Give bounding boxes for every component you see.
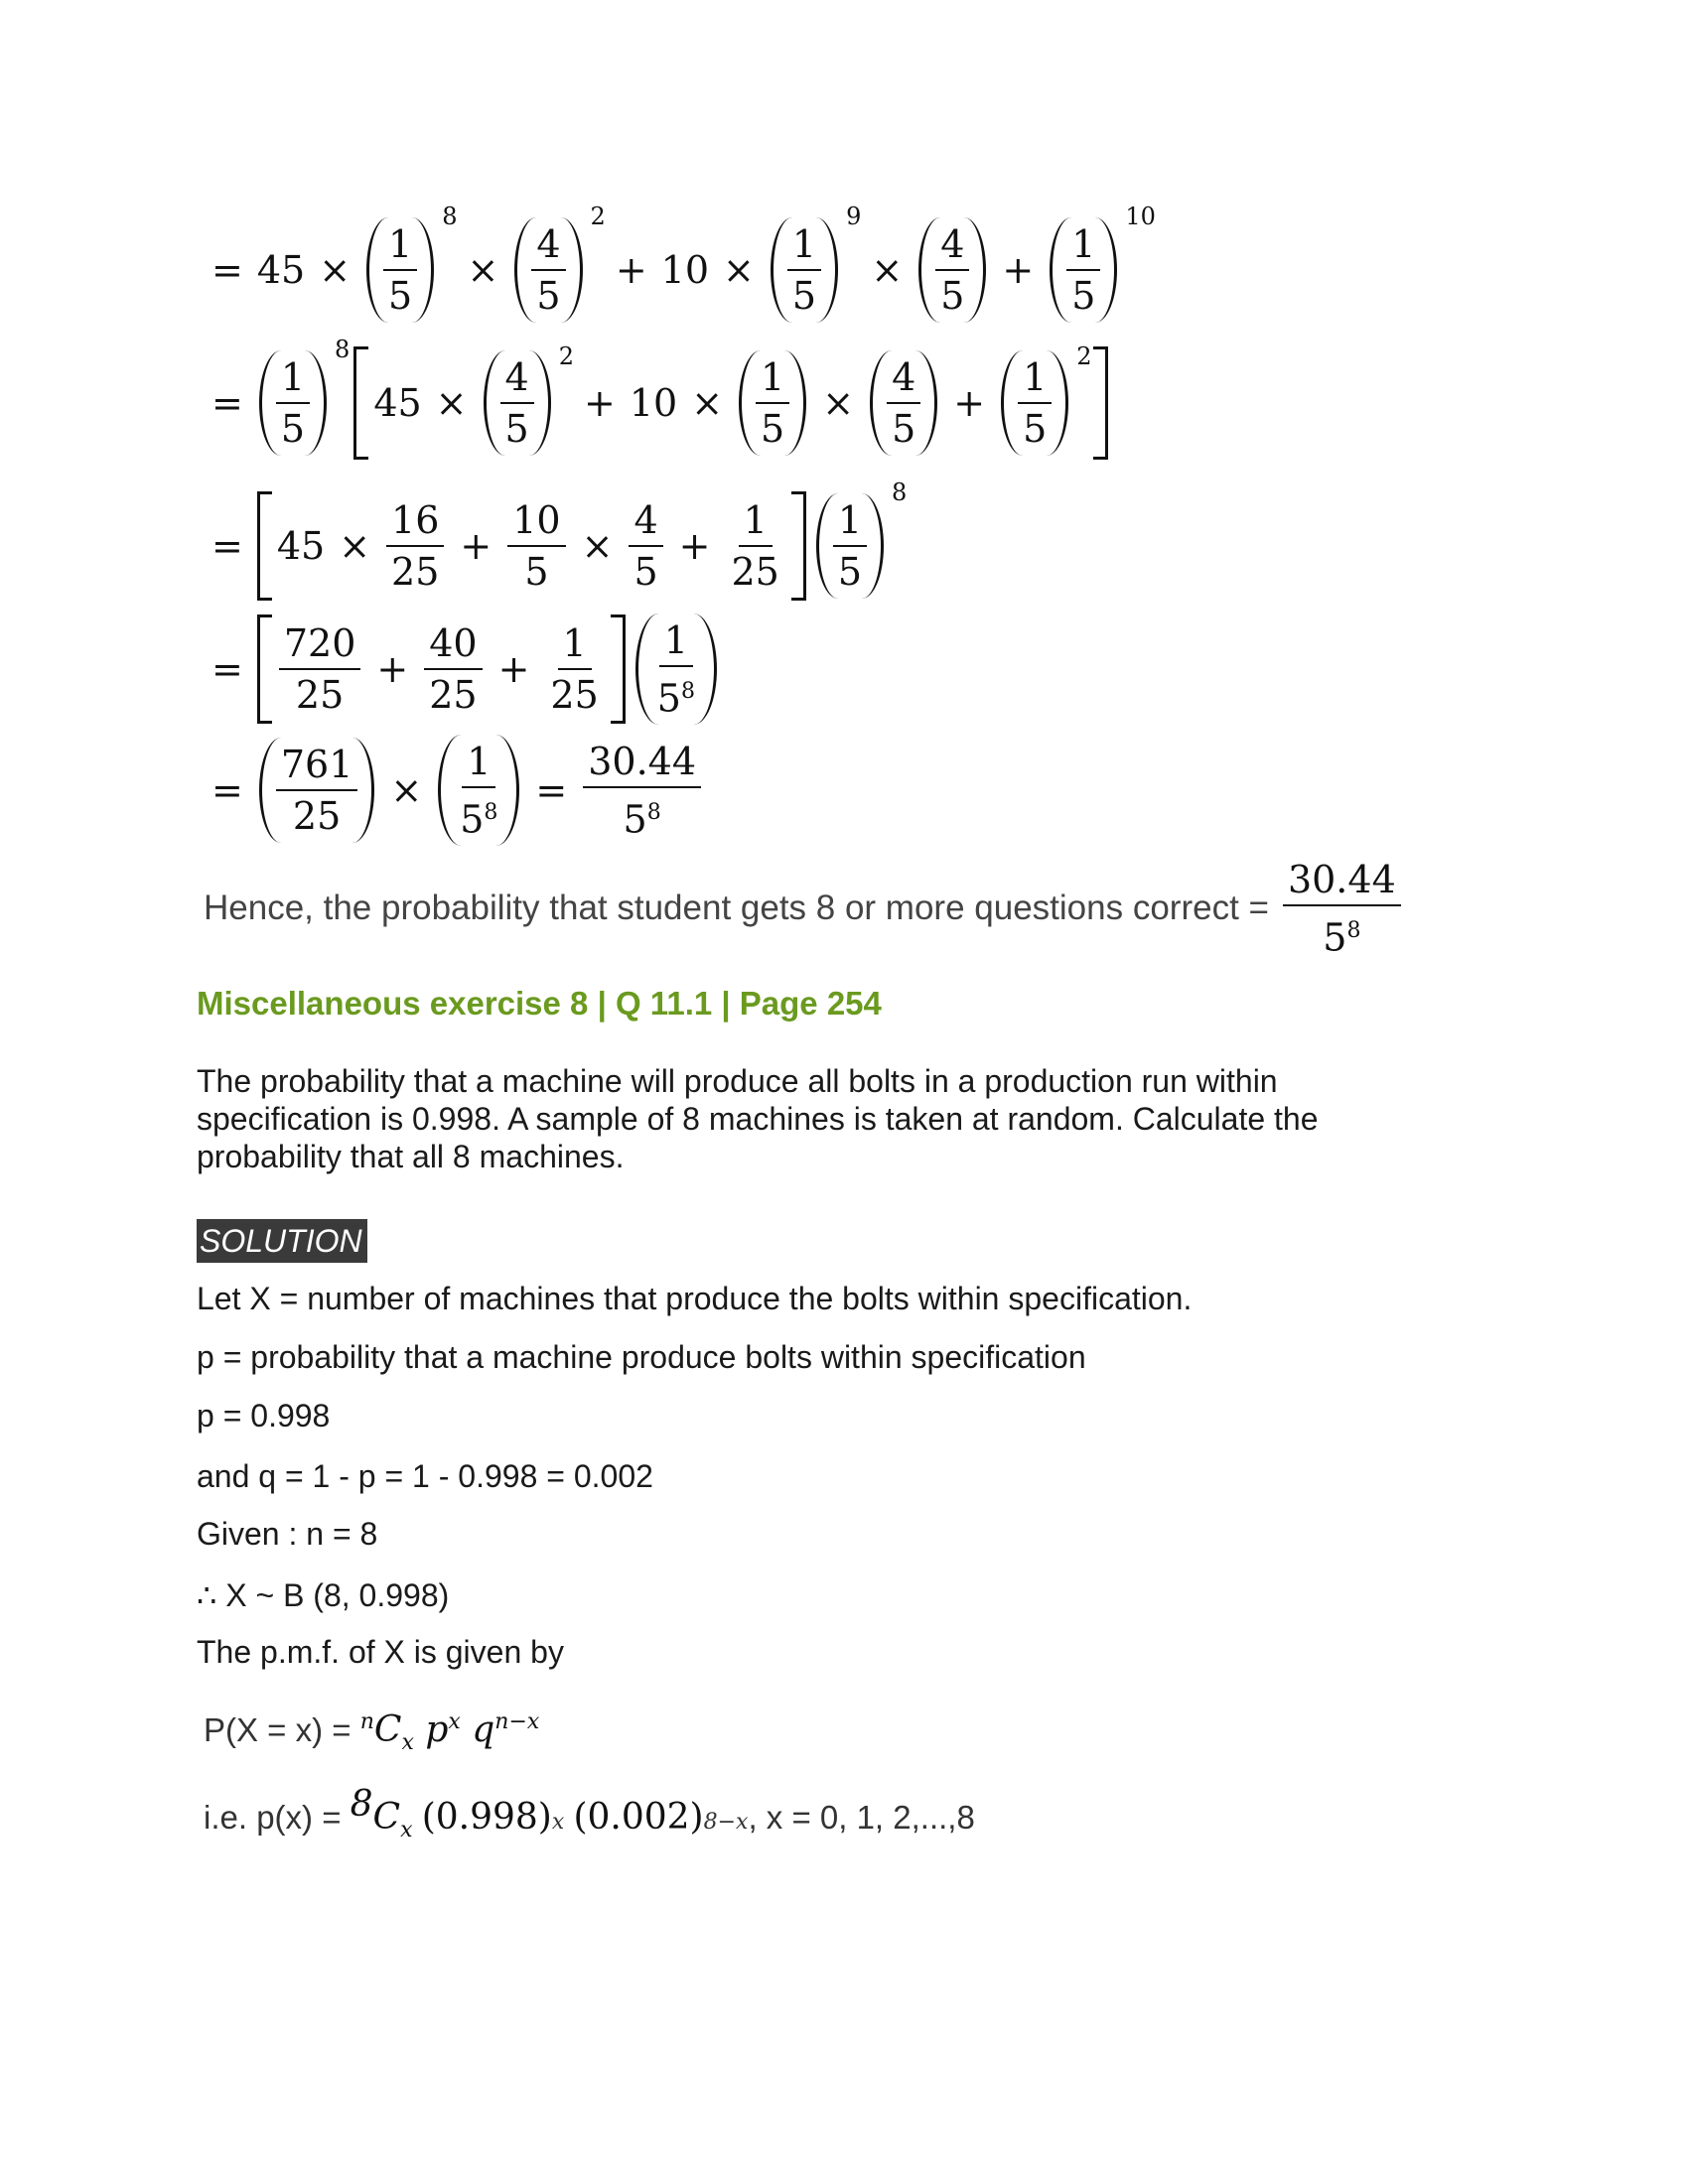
equals-sign: = (211, 248, 243, 292)
plus-sign: + (376, 647, 409, 691)
times-sign: × (435, 381, 468, 425)
result-fraction: $\frac{30.44}{5^8}$ (583, 737, 701, 845)
plus-sign: + (460, 524, 492, 568)
equals-sign: = (211, 381, 243, 425)
times-sign: × (691, 381, 724, 425)
solution-line: and q = 1 - p = 1 - 0.998 = 0.002 (197, 1458, 653, 1494)
times-sign: × (871, 248, 904, 292)
paren-group (816, 493, 884, 599)
plus-sign: + (615, 248, 647, 292)
fraction: $\frac{761}{25}$ (276, 740, 358, 841)
derivation-line-2 (202, 336, 1112, 463)
fraction: $\frac{1}{5}$ (1066, 219, 1100, 321)
times-sign: × (339, 524, 371, 568)
solution-line: Given : n = 8 (197, 1516, 378, 1552)
fraction: $\frac{1}{5}$ (756, 352, 789, 454)
solution-line: Let X = number of machines that produce the bolts within specification. (197, 1281, 1193, 1316)
derivation-line-3 (202, 478, 908, 606)
fraction: $\frac{1}{5}$ (833, 495, 867, 597)
equals-sign: = (211, 524, 243, 568)
derivation-line-5 (202, 731, 707, 850)
times-sign: × (390, 768, 423, 812)
square-bracket-group (257, 618, 626, 720)
paren-group (514, 217, 582, 323)
fraction: $\frac{1}{5}$ (1018, 352, 1052, 454)
paren-group (918, 217, 986, 323)
exponent: 8 (892, 478, 908, 506)
solution-line: p = probability that a machine produce bolts within specification (197, 1339, 1086, 1375)
question-text: The probability that a machine will produce all bolts in a production run within specification is 0.998. A sample of 8 machines is taken at random. Calculate the probability that all 8 machines. (197, 1063, 1319, 1174)
plus-sign: + (1002, 248, 1035, 292)
exponent: 2 (1076, 342, 1092, 370)
conclusion-fraction: $\frac{30.44}{5^8}$ (1283, 855, 1401, 963)
exponent: 10 (1125, 203, 1156, 230)
exponent: 2 (558, 342, 574, 370)
fraction: $\frac{10}{5}$ (507, 495, 565, 597)
square-bracket-group (257, 495, 806, 597)
paren-group (259, 738, 375, 843)
exponent: 2 (590, 203, 606, 230)
fraction: $\frac{4}{5}$ (935, 219, 969, 321)
times-sign: × (581, 524, 614, 568)
fraction: $\frac{720}{25}$ (279, 618, 361, 720)
times-sign: × (822, 381, 855, 425)
equals-sign: = (211, 647, 243, 691)
derivation-line-4 (202, 610, 723, 729)
exponent: 8 (335, 336, 351, 363)
fraction: $\frac{1}{5}$ (276, 352, 310, 454)
exponent: 8 (442, 203, 458, 230)
times-sign: × (319, 248, 352, 292)
fraction: $\frac{1}{25}$ (726, 495, 783, 597)
coefficient: 45 (373, 381, 422, 425)
fraction: $\frac{4}{5}$ (887, 352, 920, 454)
solution-line: The p.m.f. of X is given by (197, 1634, 564, 1670)
times-sign: × (467, 248, 499, 292)
fraction: $\frac{16}{25}$ (386, 495, 444, 597)
fraction: $\frac{1}{5}$ (383, 219, 417, 321)
exponent: 9 (846, 203, 862, 230)
conclusion-line (204, 844, 1407, 973)
paren-group (635, 614, 717, 726)
fraction: $\frac{4}{5}$ (531, 219, 565, 321)
times-sign: × (723, 248, 755, 292)
paren-group (484, 350, 551, 456)
fraction: $\frac{1}{5^8}$ (455, 737, 502, 845)
plus-sign: + (678, 524, 711, 568)
equals-sign: = (211, 768, 243, 812)
pmf-formula: P(X = x) = $^nC_x$ $p^x$ $q^{n-x}$ (204, 1709, 540, 1756)
plus-sign: + (497, 647, 530, 691)
plus-sign: + (953, 381, 986, 425)
square-bracket-group (353, 342, 1107, 456)
paren-group (1050, 217, 1117, 323)
paren-group (771, 217, 838, 323)
coefficient: 45 (276, 524, 326, 568)
solution-label: SOLUTION (197, 1219, 367, 1263)
equals-sign: = (535, 768, 568, 812)
derivation-line-1 (202, 203, 1156, 330)
exercise-heading: Miscellaneous exercise 8 | Q 11.1 | Page 254 (197, 985, 882, 1022)
fraction: $\frac{4}{5}$ (500, 352, 534, 454)
coefficient: 10 (629, 381, 678, 425)
coefficient: 10 (660, 248, 710, 292)
solution-line: p = 0.998 (197, 1398, 331, 1433)
paren-group (366, 217, 434, 323)
paren-group (739, 350, 806, 456)
paren-group (1001, 350, 1068, 456)
fraction: $\frac{1}{5^8}$ (652, 615, 700, 724)
paren-group (870, 350, 937, 456)
fraction: $\frac{1}{5}$ (787, 219, 821, 321)
conclusion-text: Hence, the probability that student gets 8 or more questions correct = (204, 888, 1269, 927)
fraction: $\frac{40}{25}$ (424, 618, 482, 720)
plus-sign: + (583, 381, 616, 425)
fraction: $\frac{4}{5}$ (629, 495, 662, 597)
paren-group (259, 350, 327, 456)
pmf-specific-formula: i.e. p(x) = $^8C_x$ (0.998) x (0.002) 8−x , x = 0, 1, 2,...,8 (204, 1784, 975, 1843)
paren-group (438, 735, 519, 847)
coefficient: 45 (256, 248, 306, 292)
solution-line: ∴ X ~ B (8, 0.998) (197, 1577, 450, 1613)
fraction: $\frac{1}{25}$ (545, 618, 603, 720)
